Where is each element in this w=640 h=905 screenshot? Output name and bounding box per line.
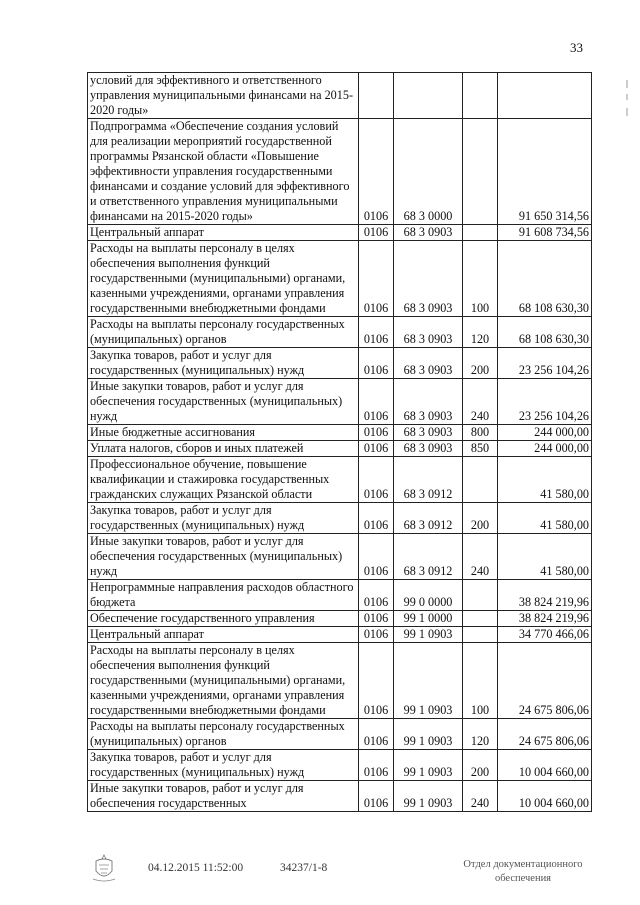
row-expense-type-cell: 240 (463, 379, 498, 425)
row-section-cell: 0106 (359, 441, 394, 457)
row-target-article-cell (394, 73, 463, 119)
row-section-cell: 0106 (359, 781, 394, 812)
row-target-article-cell: 99 1 0903 (394, 719, 463, 750)
row-sum-cell: 10 004 660,00 (498, 781, 592, 812)
row-expense-type-cell (463, 627, 498, 643)
row-name-cell: Подпрограмма «Обеспечение создания условий для реализации мероприятий государственной программы Рязанской области «Повышение эффективности управления государственными финансами и создание условий для эффективного и ответственного управления муниципальными финансами на 2015-2020 годы» (88, 119, 359, 225)
row-name-cell: Расходы на выплаты персоналу в целях обеспечения выполнения функций государственными (муниципальными) органами, казенными учреждениями, органами управления государственными внебюджетными фондами (88, 241, 359, 317)
row-sum-cell: 41 580,00 (498, 503, 592, 534)
row-name-cell: Иные закупки товаров, работ и услуг для обеспечения государственных (88, 781, 359, 812)
row-section-cell: 0106 (359, 611, 394, 627)
row-target-article-cell: 68 3 0000 (394, 119, 463, 225)
row-sum-cell: 38 824 219,96 (498, 611, 592, 627)
table-row (88, 348, 592, 379)
row-sum-cell: 23 256 104,26 (498, 348, 592, 379)
coat-of-arms-icon (90, 853, 118, 883)
row-section-cell: 0106 (359, 225, 394, 241)
row-section-cell: 0106 (359, 457, 394, 503)
row-expense-type-cell: 200 (463, 348, 498, 379)
table-row (88, 73, 592, 119)
row-target-article-cell: 68 3 0903 (394, 225, 463, 241)
row-sum-cell: 24 675 806,06 (498, 643, 592, 719)
row-name-cell: Центральный аппарат (88, 627, 359, 643)
row-expense-type-cell: 120 (463, 719, 498, 750)
row-name-cell: Центральный аппарат (88, 225, 359, 241)
row-expense-type-cell: 200 (463, 750, 498, 781)
row-name-cell: Расходы на выплаты персоналу в целях обеспечения выполнения функций государственными (муниципальными) органами, казенными учреждениями, органами управления государственными внебюджетными фондами (88, 643, 359, 719)
table-row (88, 317, 592, 348)
row-target-article-cell: 68 3 0903 (394, 241, 463, 317)
table-row (88, 119, 592, 225)
row-section-cell: 0106 (359, 750, 394, 781)
row-target-article-cell: 99 1 0903 (394, 750, 463, 781)
row-name-cell: Профессиональное обучение, повышение квалификации и стажировка государственных гражданских служащих Рязанской области (88, 457, 359, 503)
row-name-cell: Закупка товаров, работ и услуг для государственных (муниципальных) нужд (88, 348, 359, 379)
row-sum-cell: 68 108 630,30 (498, 317, 592, 348)
row-target-article-cell: 68 3 0912 (394, 457, 463, 503)
row-section-cell: 0106 (359, 534, 394, 580)
row-sum-cell: 24 675 806,06 (498, 719, 592, 750)
row-target-article-cell: 68 3 0903 (394, 441, 463, 457)
table-row (88, 503, 592, 534)
table-row (88, 611, 592, 627)
table-row (88, 580, 592, 611)
row-name-cell: Уплата налогов, сборов и иных платежей (88, 441, 359, 457)
row-expense-type-cell (463, 119, 498, 225)
row-expense-type-cell (463, 611, 498, 627)
footer-doc-number: 34237/1-8 (280, 862, 328, 874)
row-target-article-cell: 99 0 0000 (394, 580, 463, 611)
page-number: 33 (570, 40, 583, 55)
row-sum-cell (498, 73, 592, 119)
row-name-cell: Закупка товаров, работ и услуг для государственных (муниципальных) нужд (88, 750, 359, 781)
table-row (88, 534, 592, 580)
table-row (88, 425, 592, 441)
row-name-cell: Закупка товаров, работ и услуг для государственных (муниципальных) нужд (88, 503, 359, 534)
table-row (88, 457, 592, 503)
row-sum-cell: 68 108 630,30 (498, 241, 592, 317)
row-section-cell (359, 73, 394, 119)
row-sum-cell: 91 650 314,56 (498, 119, 592, 225)
table-row (88, 643, 592, 719)
row-expense-type-cell (463, 457, 498, 503)
row-expense-type-cell: 100 (463, 643, 498, 719)
row-name-cell: условий для эффективного и ответственного управления муниципальными финансами на 2015-2020 годы» (88, 73, 359, 119)
row-section-cell: 0106 (359, 348, 394, 379)
row-sum-cell: 244 000,00 (498, 441, 592, 457)
row-expense-type-cell: 800 (463, 425, 498, 441)
row-name-cell: Расходы на выплаты персоналу государственных (муниципальных) органов (88, 719, 359, 750)
row-name-cell: Иные бюджетные ассигнования (88, 425, 359, 441)
row-sum-cell: 41 580,00 (498, 457, 592, 503)
row-section-cell: 0106 (359, 643, 394, 719)
row-section-cell: 0106 (359, 425, 394, 441)
row-name-cell: Расходы на выплаты персоналу государственных (муниципальных) органов (88, 317, 359, 348)
table-row (88, 750, 592, 781)
row-expense-type-cell: 240 (463, 534, 498, 580)
row-section-cell: 0106 (359, 719, 394, 750)
row-sum-cell: 34 770 466,06 (498, 627, 592, 643)
row-target-article-cell: 68 3 0912 (394, 503, 463, 534)
row-section-cell: 0106 (359, 317, 394, 348)
row-expense-type-cell: 850 (463, 441, 498, 457)
row-sum-cell: 23 256 104,26 (498, 379, 592, 425)
row-target-article-cell: 99 1 0903 (394, 627, 463, 643)
row-sum-cell: 38 824 219,96 (498, 580, 592, 611)
table-row (88, 225, 592, 241)
table-row (88, 781, 592, 812)
row-section-cell: 0106 (359, 627, 394, 643)
row-target-article-cell: 68 3 0903 (394, 348, 463, 379)
table-row (88, 241, 592, 317)
row-target-article-cell: 99 1 0000 (394, 611, 463, 627)
row-sum-cell: 10 004 660,00 (498, 750, 592, 781)
row-name-cell: Обеспечение государственного управления (88, 611, 359, 627)
row-sum-cell: 41 580,00 (498, 534, 592, 580)
budget-table (87, 72, 592, 812)
table-row (88, 441, 592, 457)
row-name-cell: Непрограммные направления расходов областного бюджета (88, 580, 359, 611)
row-expense-type-cell: 100 (463, 241, 498, 317)
row-target-article-cell: 99 1 0903 (394, 781, 463, 812)
row-expense-type-cell: 200 (463, 503, 498, 534)
row-section-cell: 0106 (359, 503, 394, 534)
row-expense-type-cell (463, 73, 498, 119)
row-section-cell: 0106 (359, 580, 394, 611)
row-target-article-cell: 68 3 0903 (394, 317, 463, 348)
row-target-article-cell: 68 3 0903 (394, 379, 463, 425)
footer-date: 04.12.2015 11:52:00 (148, 862, 244, 874)
row-target-article-cell: 68 3 0903 (394, 425, 463, 441)
row-target-article-cell: 99 1 0903 (394, 643, 463, 719)
row-name-cell: Иные закупки товаров, работ и услуг для обеспечения государственных (муниципальных) нужд (88, 534, 359, 580)
row-section-cell: 0106 (359, 379, 394, 425)
row-target-article-cell: 68 3 0912 (394, 534, 463, 580)
row-expense-type-cell (463, 225, 498, 241)
row-sum-cell: 244 000,00 (498, 425, 592, 441)
department-stamp (448, 858, 598, 886)
table-row (88, 627, 592, 643)
stamp-line-2: обеспечения (494, 873, 552, 884)
row-expense-type-cell (463, 580, 498, 611)
row-sum-cell: 91 608 734,56 (498, 225, 592, 241)
row-section-cell: 0106 (359, 119, 394, 225)
row-expense-type-cell: 120 (463, 317, 498, 348)
table-row (88, 379, 592, 425)
scan-edge-marks (624, 80, 630, 130)
stamp-line-1: Отдел документационного (463, 859, 583, 870)
row-expense-type-cell: 240 (463, 781, 498, 812)
row-section-cell: 0106 (359, 241, 394, 317)
table-row (88, 719, 592, 750)
row-name-cell: Иные закупки товаров, работ и услуг для обеспечения государственных (муниципальных) нужд (88, 379, 359, 425)
